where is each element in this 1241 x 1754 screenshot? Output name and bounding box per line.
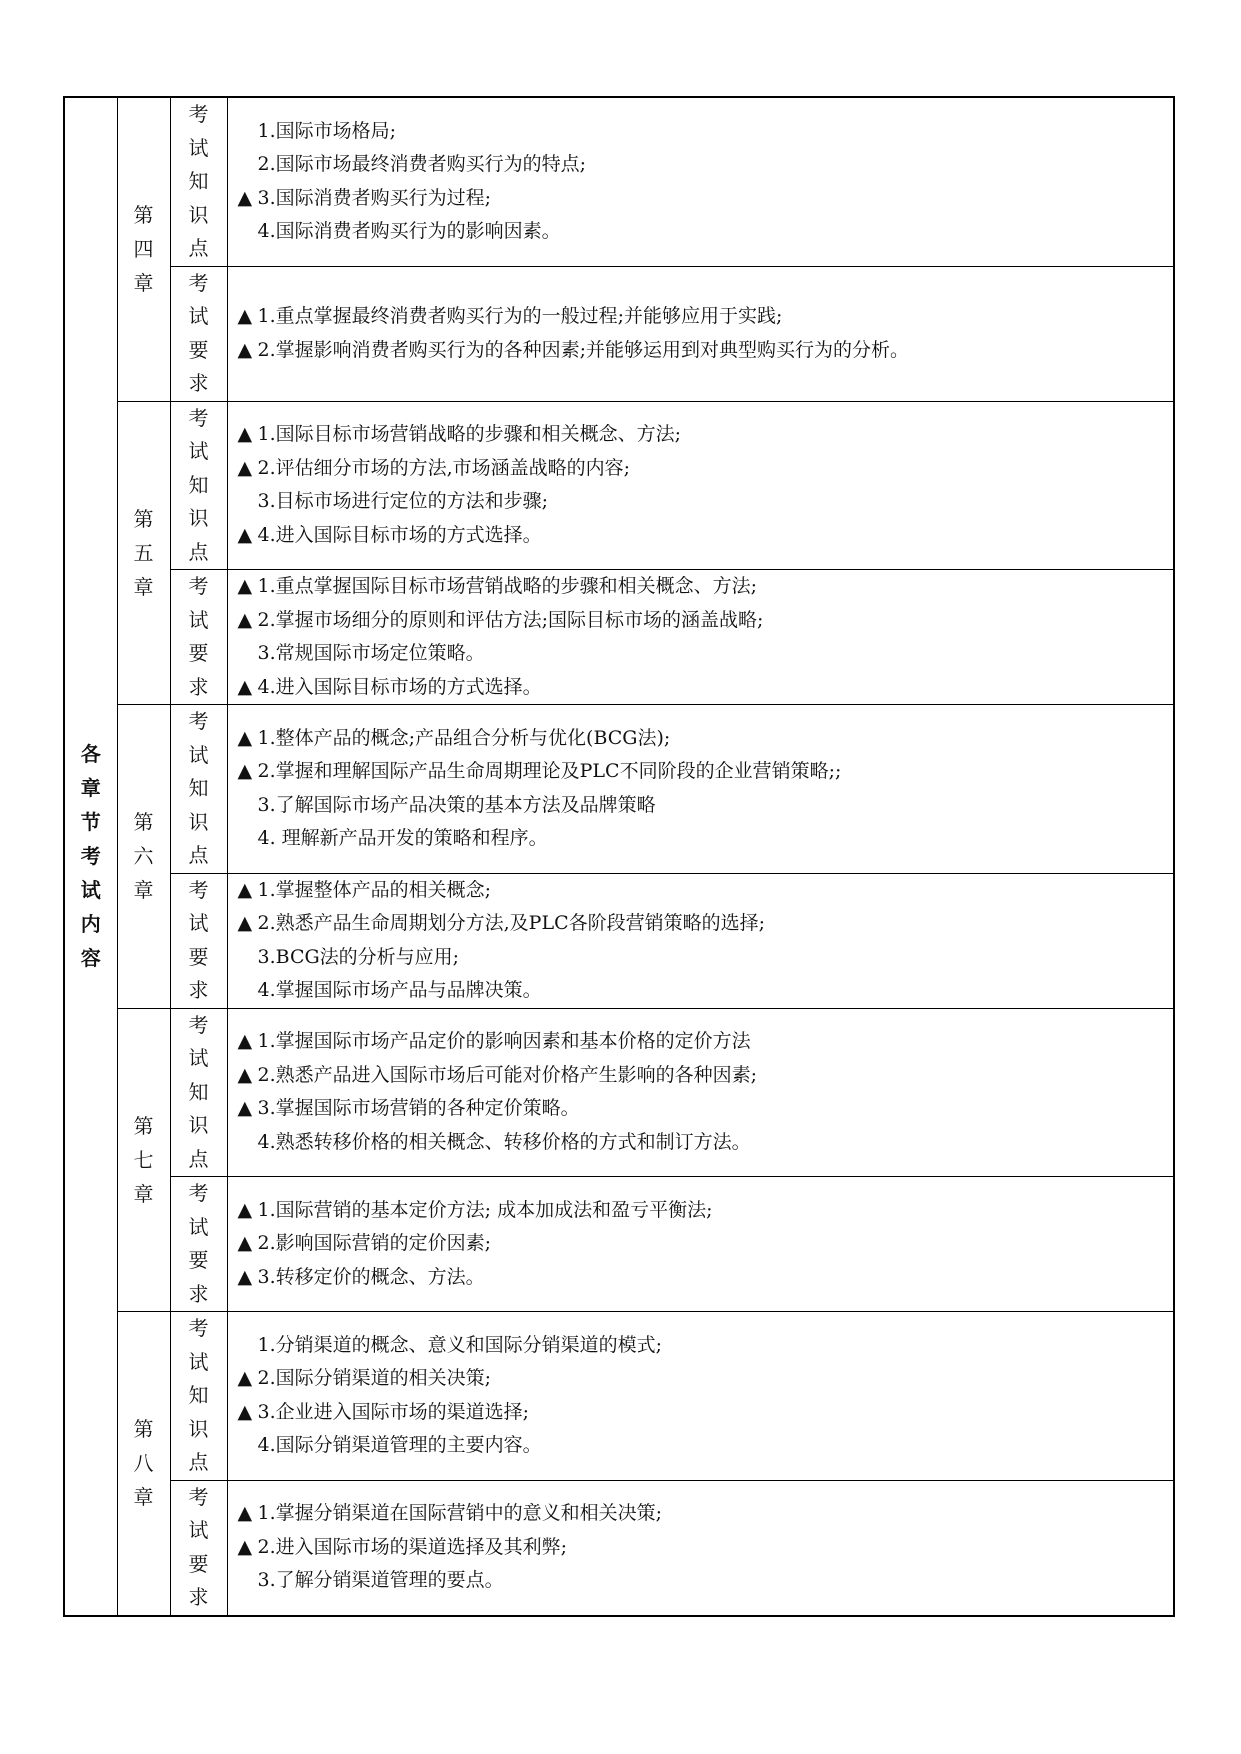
block-kind-cell <box>170 1480 227 1616</box>
list-item-text: 4.熟悉转移价格的相关概念、转移价格的方式和制订方法。 <box>257 1130 751 1153</box>
key-point-marker: ▲ <box>237 1535 253 1558</box>
block-kind-label: 考试知识点 <box>188 709 209 867</box>
list-item <box>238 974 1174 1008</box>
list-item <box>238 941 1174 975</box>
table-row <box>64 1008 1174 1177</box>
list-item <box>238 874 1174 908</box>
list-item-text: 2.掌握影响消费者购买行为的各种因素;并能够运用到对典型购买行为的分析。 <box>257 338 910 361</box>
table-row <box>64 97 1174 266</box>
key-point-marker: ▲ <box>237 456 253 479</box>
key-point-marker: ▲ <box>237 186 253 209</box>
list-item <box>238 789 1174 823</box>
block-kind-cell <box>170 97 227 266</box>
list-item-text: 2.评估细分市场的方法,市场涵盖战略的内容; <box>257 456 631 479</box>
list-item-text: 1.国际营销的基本定价方法; 成本加成法和盈亏平衡法; <box>257 1198 713 1221</box>
list-item <box>238 1329 1174 1363</box>
section-title: 各章节考试内容 <box>80 742 101 971</box>
list-item <box>238 755 1174 789</box>
block-kind-cell <box>170 401 227 570</box>
list-item-text: 3.国际消费者购买行为过程; <box>257 186 492 209</box>
key-point-marker: ▲ <box>237 1198 253 1221</box>
list-item <box>238 182 1174 216</box>
block-items-cell <box>227 266 1174 401</box>
block-kind-label: 考试要求 <box>188 877 209 1002</box>
list-item-text: 1.掌握整体产品的相关概念; <box>257 878 492 901</box>
chapter-label: 第七章 <box>133 1113 154 1206</box>
list-item-text: 2.熟悉产品生命周期划分方法,及PLC各阶段营销策略的选择; <box>257 912 766 934</box>
table-row <box>64 1312 1174 1481</box>
table-row <box>64 1177 1174 1312</box>
list-item <box>238 1227 1174 1261</box>
key-point-marker: ▲ <box>237 305 253 327</box>
list-item-text: 1.国际目标市场营销战略的步骤和相关概念、方法; <box>257 423 682 446</box>
list-item-text: 3.企业进入国际市场的渠道选择; <box>257 1400 530 1423</box>
list-item <box>238 722 1174 756</box>
chapter-cell <box>117 1008 170 1312</box>
list-item-text: 2.熟悉产品进入国际市场后可能对价格产生影响的各种因素; <box>257 1063 758 1086</box>
list-item-text: 1.重点掌握最终消费者购买行为的一般过程;并能够应用于实践; <box>257 305 783 327</box>
block-kind-label: 考试知识点 <box>188 1316 209 1474</box>
list-item-text: 2.国际市场最终消费者购买行为的特点; <box>257 153 587 176</box>
block-kind-cell <box>170 1312 227 1481</box>
list-item <box>238 1362 1174 1396</box>
chapter-cell <box>117 401 170 705</box>
list-item <box>238 1126 1174 1160</box>
list-item-text: 2.掌握和理解国际产品生命周期理论及PLC不同阶段的企业营销策略;; <box>257 760 842 783</box>
block-kind-label: 考试知识点 <box>188 102 209 260</box>
list-item <box>238 1531 1174 1565</box>
block-kind-label: 考试要求 <box>188 1181 209 1306</box>
chapter-cell <box>117 1312 170 1616</box>
chapter-label: 第五章 <box>133 506 154 599</box>
list-item <box>238 300 1174 334</box>
block-items-cell <box>227 570 1174 705</box>
list-item <box>238 822 1174 856</box>
chapter-label: 第八章 <box>133 1417 154 1510</box>
section-title-cell <box>64 97 117 1616</box>
key-point-marker: ▲ <box>237 1400 253 1423</box>
list-item <box>238 485 1174 519</box>
chapter-label: 第六章 <box>133 810 154 903</box>
block-kind-label: 考试要求 <box>188 574 209 699</box>
list-item <box>238 452 1174 486</box>
chapter-cell <box>117 97 170 401</box>
key-point-marker: ▲ <box>237 912 253 934</box>
list-item <box>238 1564 1174 1598</box>
key-point-marker: ▲ <box>237 1232 253 1255</box>
list-item <box>238 637 1174 671</box>
block-items-cell <box>227 873 1174 1008</box>
table-body <box>64 97 1174 1616</box>
list-item-text: 4.国际分销渠道管理的主要内容。 <box>257 1434 542 1457</box>
table-row <box>64 266 1174 401</box>
list-item-text: 4.进入国际目标市场的方式选择。 <box>257 523 542 546</box>
key-point-marker: ▲ <box>237 1265 253 1288</box>
list-item <box>238 519 1174 553</box>
list-item <box>238 1059 1174 1093</box>
block-kind-label: 考试要求 <box>188 270 209 395</box>
list-item <box>238 1194 1174 1228</box>
list-item-text: 1.国际市场格局; <box>257 119 397 142</box>
list-item-text: 4.掌握国际市场产品与品牌决策。 <box>257 979 542 1001</box>
key-point-marker: ▲ <box>237 675 253 698</box>
table-row <box>64 705 1174 874</box>
list-item-text: 2.国际分销渠道的相关决策; <box>257 1367 492 1390</box>
key-point-marker: ▲ <box>237 338 253 361</box>
block-kind-cell <box>170 266 227 401</box>
key-point-marker: ▲ <box>237 523 253 546</box>
list-item <box>238 907 1174 941</box>
block-items-cell <box>227 1480 1174 1616</box>
list-item-text: 2.影响国际营销的定价因素; <box>257 1232 492 1255</box>
key-point-marker: ▲ <box>237 760 253 783</box>
block-kind-cell <box>170 1008 227 1177</box>
key-point-marker: ▲ <box>237 608 253 631</box>
key-point-marker: ▲ <box>237 1030 253 1053</box>
list-item <box>238 215 1174 249</box>
list-item-text: 2.进入国际市场的渠道选择及其利弊; <box>257 1535 568 1558</box>
block-kind-cell <box>170 873 227 1008</box>
list-item-text: 3.常规国际市场定位策略。 <box>257 642 485 664</box>
list-item-text: 4. 理解新产品开发的策略和程序。 <box>257 827 548 850</box>
list-item-text: 3.了解国际市场产品决策的基本方法及品牌策略 <box>257 793 656 816</box>
key-point-marker: ▲ <box>237 726 253 749</box>
list-item <box>238 334 1174 368</box>
table-row <box>64 570 1174 705</box>
block-items-cell <box>227 1177 1174 1312</box>
list-item-text: 1.掌握分销渠道在国际营销中的意义和相关决策; <box>257 1502 663 1525</box>
list-item <box>238 671 1174 705</box>
list-item-text: 1.重点掌握国际目标市场营销战略的步骤和相关概念、方法; <box>257 575 758 597</box>
table-row <box>64 873 1174 1008</box>
block-kind-cell <box>170 1177 227 1312</box>
list-item <box>238 418 1174 452</box>
list-item <box>238 148 1174 182</box>
block-items-cell <box>227 1008 1174 1177</box>
table-row <box>64 1480 1174 1616</box>
block-items-cell <box>227 401 1174 570</box>
key-point-marker: ▲ <box>237 1063 253 1086</box>
block-kind-cell <box>170 570 227 705</box>
list-item-text: 3.BCG法的分析与应用; <box>257 945 460 968</box>
list-item-text: 1.掌握国际市场产品定价的影响因素和基本价格的定价方法 <box>257 1030 751 1053</box>
list-item <box>238 604 1174 638</box>
list-item-text: 3.掌握国际市场营销的各种定价策略。 <box>257 1097 580 1120</box>
table-row <box>64 401 1174 570</box>
exam-content-table <box>63 96 1175 1617</box>
block-kind-label: 考试要求 <box>188 1484 209 1609</box>
list-item-text: 4.进入国际目标市场的方式选择。 <box>257 675 542 698</box>
key-point-marker: ▲ <box>237 575 253 597</box>
block-kind-label: 考试知识点 <box>188 405 209 564</box>
key-point-marker: ▲ <box>237 1367 253 1390</box>
block-kind-cell <box>170 705 227 874</box>
block-items-cell <box>227 705 1174 874</box>
list-item <box>238 1396 1174 1430</box>
key-point-marker: ▲ <box>237 1097 253 1120</box>
list-item-text: 4.国际消费者购买行为的影响因素。 <box>257 220 561 243</box>
list-item <box>238 1429 1174 1463</box>
chapter-label: 第四章 <box>133 203 154 296</box>
list-item-text: 1.分销渠道的概念、意义和国际分销渠道的模式; <box>257 1333 663 1356</box>
list-item-text: 2.掌握市场细分的原则和评估方法;国际目标市场的涵盖战略; <box>257 608 764 631</box>
list-item <box>238 1261 1174 1295</box>
key-point-marker: ▲ <box>237 1502 253 1525</box>
list-item-text: 3.目标市场进行定位的方法和步骤; <box>257 490 549 513</box>
list-item-text: 3.转移定价的概念、方法。 <box>257 1265 485 1288</box>
list-item <box>238 570 1174 604</box>
block-items-cell <box>227 97 1174 266</box>
list-item <box>238 115 1174 149</box>
key-point-marker: ▲ <box>237 423 253 446</box>
list-item-text: 1.整体产品的概念;产品组合分析与优化(BCG法); <box>257 726 671 749</box>
list-item <box>238 1092 1174 1126</box>
block-kind-label: 考试知识点 <box>188 1012 209 1171</box>
list-item-text: 3.了解分销渠道管理的要点。 <box>257 1569 504 1592</box>
list-item <box>238 1497 1174 1531</box>
key-point-marker: ▲ <box>237 878 253 901</box>
block-items-cell <box>227 1312 1174 1481</box>
list-item <box>238 1025 1174 1059</box>
chapter-cell <box>117 705 170 1009</box>
